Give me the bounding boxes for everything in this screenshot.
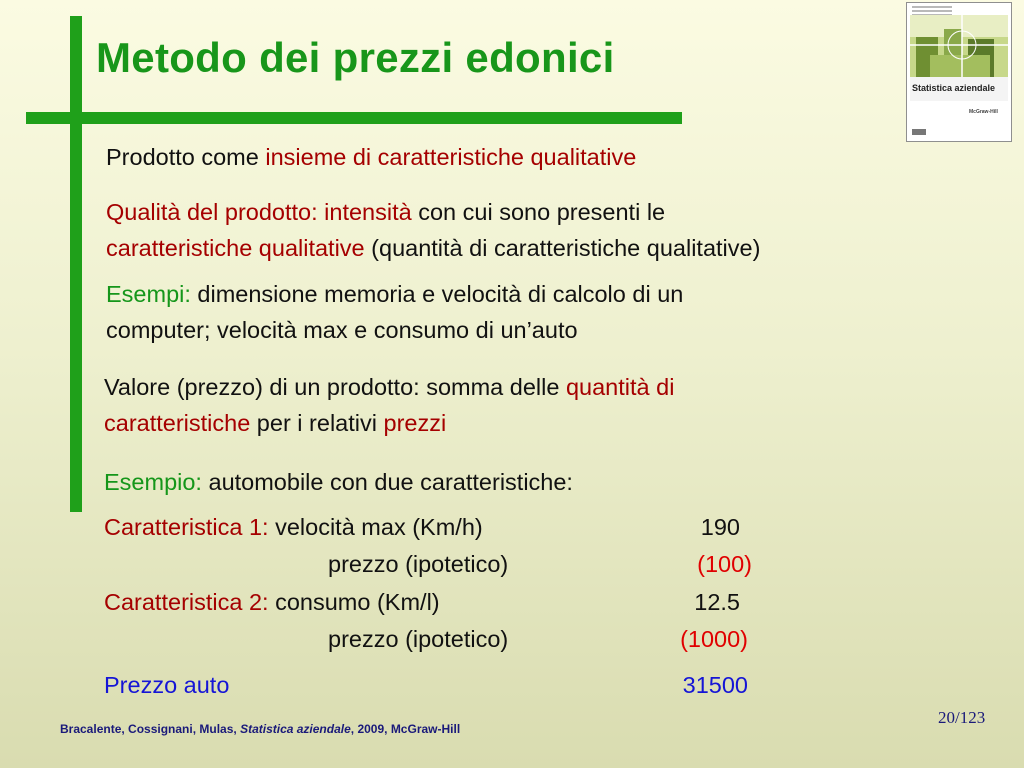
line-examples-1 [106,277,683,311]
value-prices: prezzi [383,410,447,436]
line-value-1 [104,370,674,404]
line-product-text: Prodotto come [106,144,266,170]
example-text: automobile con due caratteristiche: [201,469,573,495]
characteristic-2-price: (1000) [680,626,748,652]
examples-text: dimensione memoria e velocità di calcolo di un [190,281,684,307]
line-product [106,140,636,174]
footer-book-title: Statistica aziendale [240,722,351,736]
characteristic-1-price-label: prezzo (ipotetico) [328,551,509,577]
car-price-label: Prezzo auto [104,672,230,698]
line-product-highlight: insieme di caratteristiche qualitative [265,144,637,170]
characteristic-1-price: (100) [697,551,752,577]
footer-authors: Bracalente, Cossignani, Mulas, [60,722,241,736]
line-quality-1 [106,195,665,229]
characteristic-2-label: Caratteristica 2: [104,589,269,615]
book-cover-image [906,2,1012,142]
quality-characteristics: caratteristiche qualitative [106,235,365,261]
cover-title: Statistica aziendale [912,83,996,93]
characteristic-1-value: 190 [700,514,740,540]
cover-photo [910,15,1008,77]
characteristic-1-attribute: velocità max (Km/h) [268,514,483,540]
value-quantity: quantità di [565,374,675,400]
value-text: Valore (prezzo) di un prodotto: somma delle [104,374,566,400]
line-value-2 [104,406,446,440]
characteristic-2-price-label: prezzo (ipotetico) [328,626,509,652]
quality-term: Qualità del prodotto: intensità [106,199,412,225]
characteristic-1-label: Caratteristica 1: [104,514,269,540]
page-number: 20/123 [938,708,986,727]
line-examples-2 [106,313,578,347]
quality-explanation: (quantità di caratteristiche qualitative) [364,235,761,261]
vertical-accent-bar [70,16,82,512]
page-title: Metodo dei prezzi edonici [96,34,615,81]
characteristic-1-row [104,510,483,544]
characteristic-2-value: 12.5 [694,589,740,615]
characteristic-2-attribute: consumo (Km/l) [268,589,440,615]
characteristic-2-row [104,585,440,619]
value-text-2: per i relativi [250,410,384,436]
car-price-value: 31500 [682,672,748,698]
examples-label: Esempi: [106,281,191,307]
examples-text-2: computer; velocità max e consumo di un’auto [106,317,578,343]
quality-text: con cui sono presenti le [411,199,666,225]
footer-publisher: , 2009, McGraw-Hill [350,722,461,736]
example-label: Esempio: [104,469,202,495]
cover-publisher: McGraw-Hill [969,109,998,115]
line-quality-2 [106,231,760,265]
footer-citation [60,722,460,736]
line-example [104,465,573,499]
value-characteristics: caratteristiche [104,410,251,436]
horizontal-accent-bar [26,112,682,124]
cover-logo-icon [912,127,926,137]
